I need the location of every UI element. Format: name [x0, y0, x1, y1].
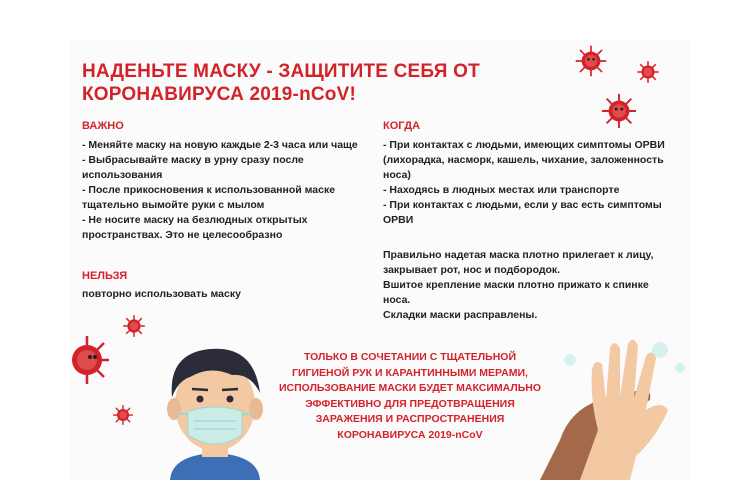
list-item: - Находясь в людных местах или транспорте — [383, 184, 620, 196]
list-item: - При контактах с людьми, имеющих симптомы ОРВИ (лихорадка, насморк, кашель, чихание, заложенность носа) — [383, 139, 665, 181]
proper-mask-line: Вшитое крепление маски плотно прижато к спинке носа. — [383, 279, 649, 306]
when-list — [383, 138, 683, 228]
virus-icon — [70, 330, 114, 390]
proper-mask-line: Складки маски расправлены. — [383, 309, 538, 321]
washing-hands-illustration — [540, 330, 690, 480]
list-item: - При контактах с людьми, если у вас есть симптомы ОРВИ — [383, 199, 662, 226]
virus-icon — [636, 60, 660, 84]
masked-person-illustration — [150, 335, 280, 480]
proper-mask-line: Правильно надетая маска плотно прилегает к лицу, закрывает рот, нос и подбородок. — [383, 249, 654, 276]
important-list — [82, 138, 362, 243]
bottom-note: ТОЛЬКО В СОЧЕТАНИИ С ТЩАТЕЛЬНОЙ ГИГИЕНОЙ РУК И КАРАНТИННЫМИ МЕРАМИ, ИСПОЛЬЗОВАНИЕ МАСКИ БУДЕТ МАКСИМАЛЬНО ЭФФЕКТИВНО ДЛЯ ПРЕДОТВРАЩЕНИЯ ЗАРАЖЕНИЯ И РАСПРОСТРАНЕНИЯ КОРОНАВИРУСА 2019-nCoV — [278, 351, 541, 441]
list-item: - Не носите маску на безлюдных открытых пространствах. Это не целесообразно — [82, 214, 308, 241]
list-item: - После прикосновения к использованной маске тщательно вымойте руки с мылом — [82, 184, 336, 211]
proper-mask-text — [383, 248, 673, 323]
list-item: - Выбрасывайте маску в урну сразу после использования — [82, 154, 304, 181]
forbidden-text: повторно использовать маску — [82, 288, 241, 300]
virus-icon — [112, 404, 134, 426]
forbidden-heading: НЕЛЬЗЯ — [82, 270, 128, 282]
when-heading: КОГДА — [383, 120, 421, 132]
page-title: НАДЕНЬТЕ МАСКУ - ЗАЩИТИТЕ СЕБЯ ОТ КОРОНАВИРУСА 2019-nCoV! — [82, 61, 480, 105]
list-item: - Меняйте маску на новую каждые 2-3 часа или чаще — [82, 139, 358, 151]
important-heading: ВАЖНО — [82, 120, 124, 132]
virus-icon — [600, 92, 638, 130]
virus-icon — [122, 314, 146, 338]
